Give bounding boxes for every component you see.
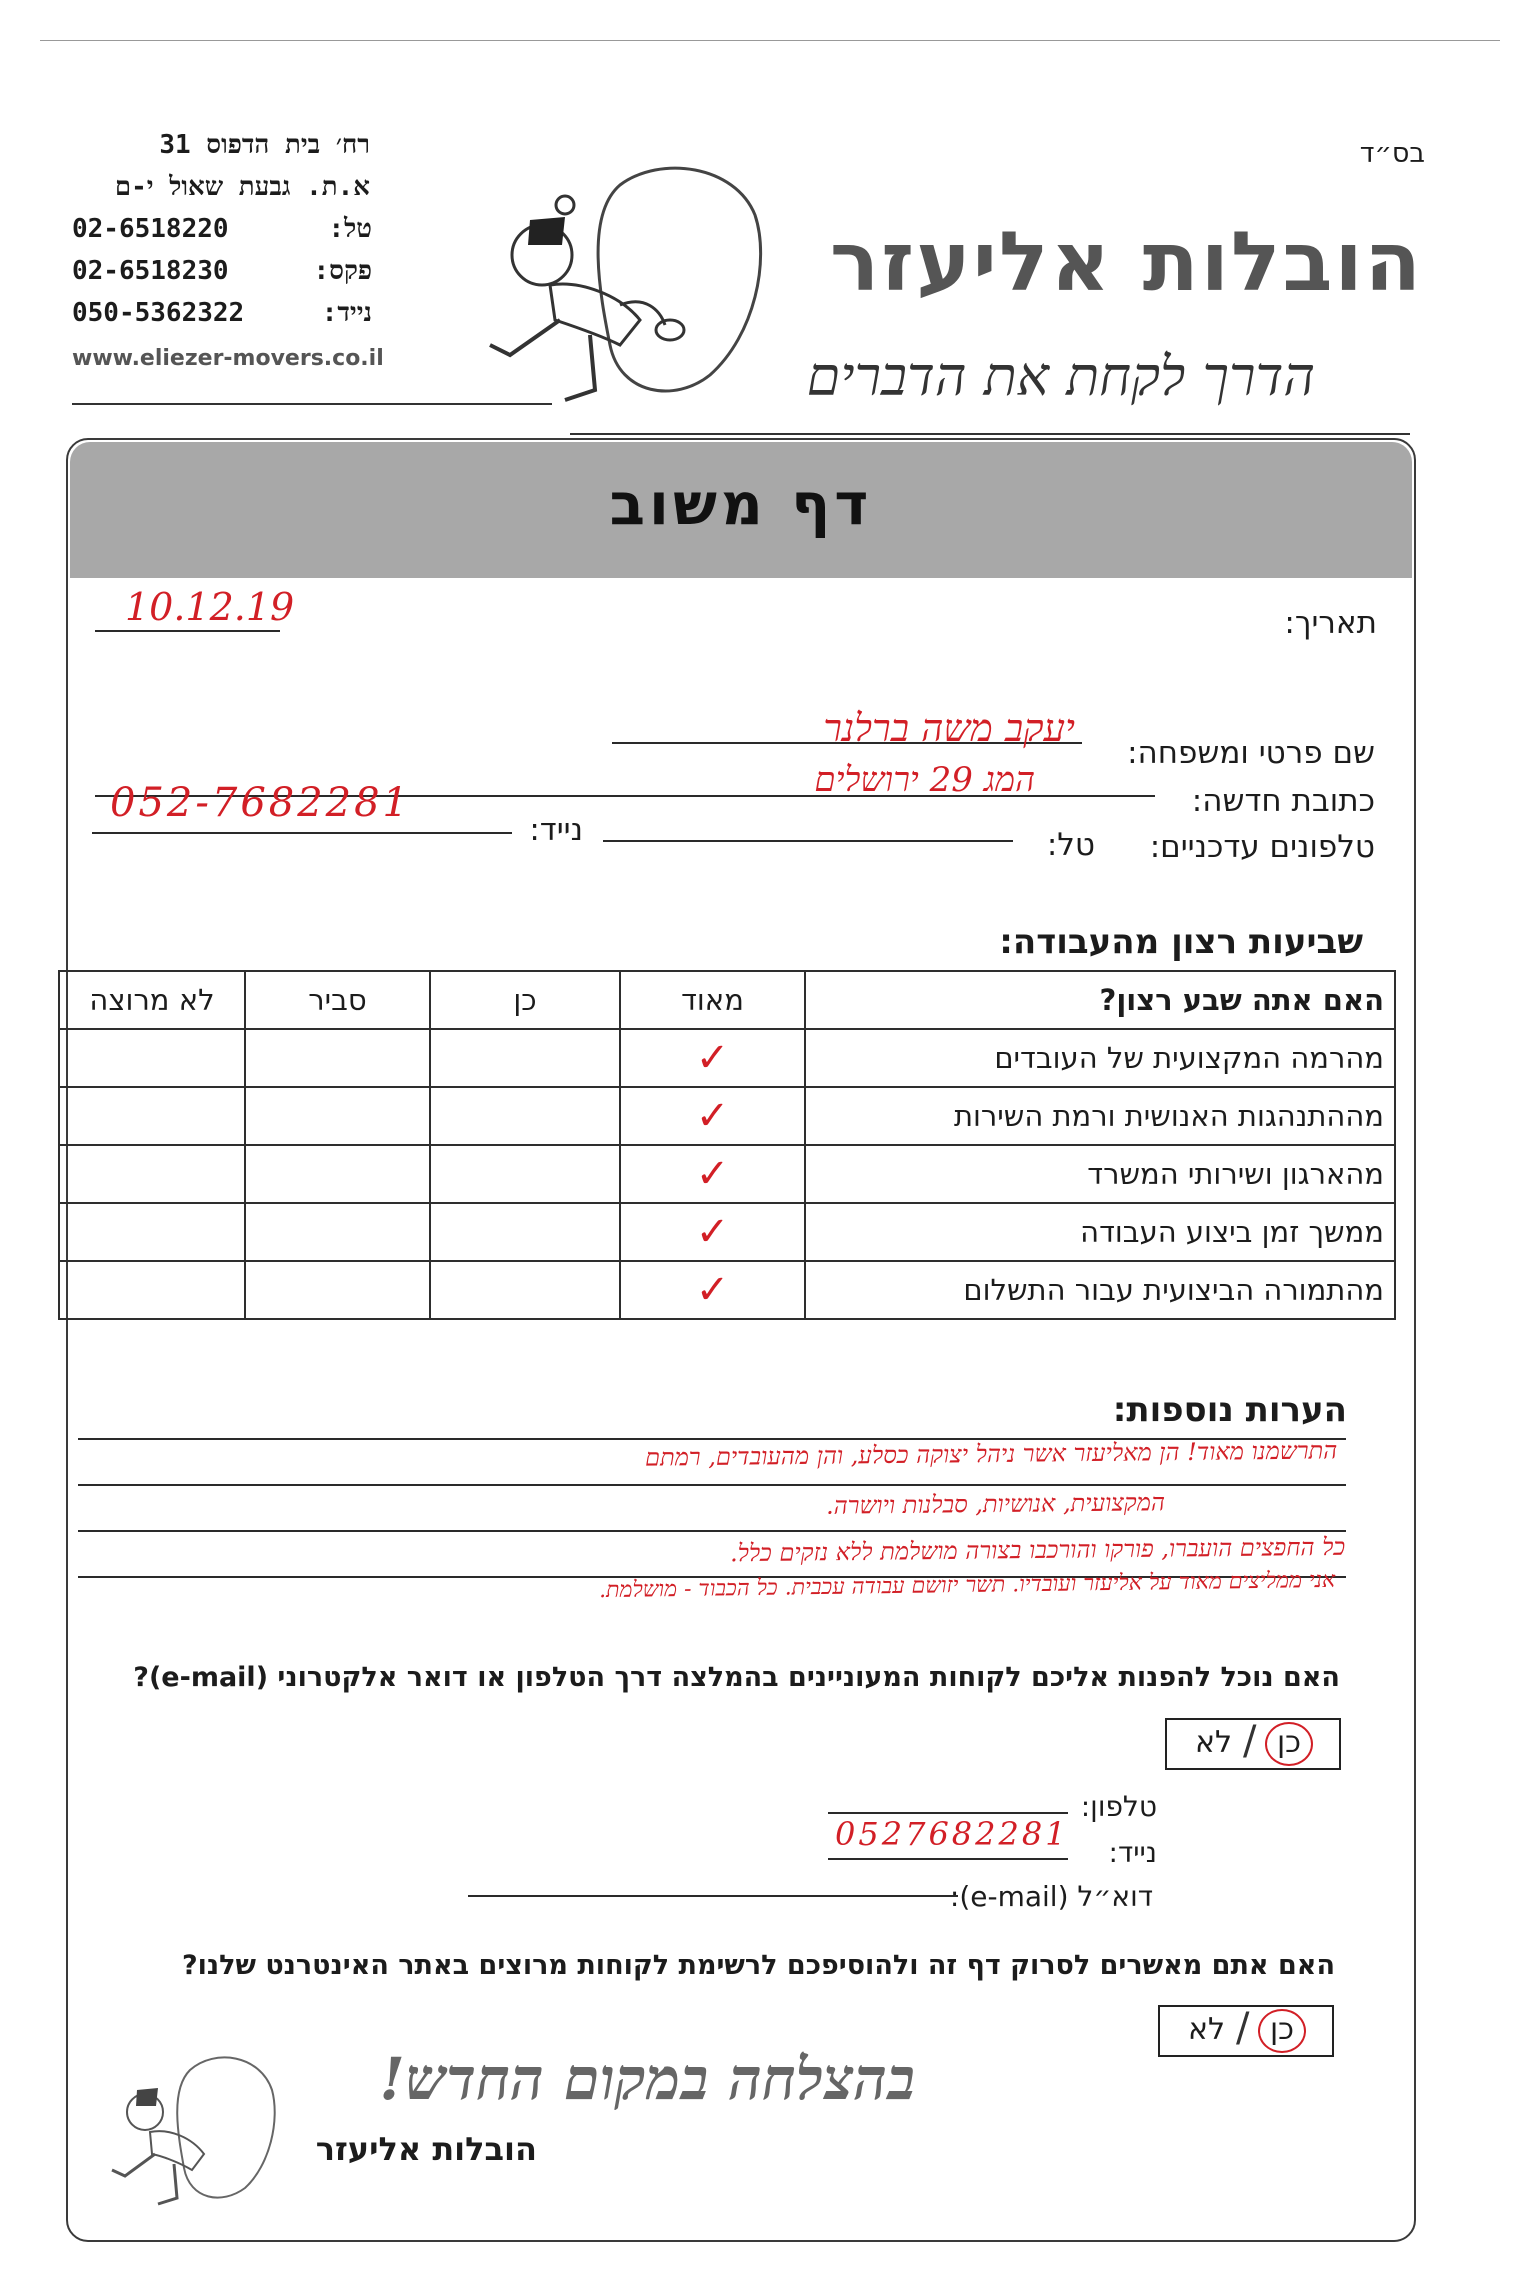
address-label: כתובת חדשה: bbox=[1191, 783, 1375, 819]
contact-phone-label: טלפון: bbox=[1080, 1790, 1157, 1823]
row-question: מהארגון ושירותי המשרד bbox=[805, 1145, 1395, 1203]
mover-carrying-sack-icon bbox=[470, 145, 770, 410]
name-value[interactable]: יעקב משה ברלנר bbox=[823, 706, 1075, 750]
cell-unsatisfied[interactable] bbox=[59, 1087, 245, 1145]
date-value[interactable]: 10.12.19 bbox=[125, 585, 295, 629]
cell-reasonable[interactable] bbox=[245, 1261, 430, 1319]
row-question: מהרמה המקצועית של העובדים bbox=[805, 1029, 1395, 1087]
cell-yes[interactable] bbox=[430, 1145, 620, 1203]
cell-yes[interactable] bbox=[430, 1203, 620, 1261]
header-phone-label: טל: bbox=[328, 214, 372, 244]
cell-yes[interactable] bbox=[430, 1087, 620, 1145]
table-row bbox=[59, 1087, 1395, 1145]
contact-yes-option[interactable]: כן bbox=[1276, 1725, 1301, 1760]
cell-unsatisfied[interactable] bbox=[59, 1029, 245, 1087]
cell-unsatisfied[interactable] bbox=[59, 1145, 245, 1203]
contact-email-label: דוא״ל (e-mail): bbox=[949, 1880, 1153, 1913]
publish-yes-option[interactable]: כן bbox=[1269, 2012, 1294, 2047]
footer-mover-icon bbox=[100, 2040, 280, 2210]
contact-no-option[interactable]: לא bbox=[1195, 1725, 1233, 1760]
mobile-line bbox=[92, 832, 512, 834]
bsd-mark: בס״ד bbox=[1359, 138, 1425, 169]
checkmark-very[interactable]: ✓ bbox=[620, 1145, 805, 1203]
header-fax-label: פקס: bbox=[313, 256, 372, 286]
contact-mobile-label: נייד: bbox=[1108, 1836, 1157, 1869]
company-name: הובלות אליעזר bbox=[829, 215, 1423, 310]
company-slogan: הדרך לקחת את הדברים bbox=[806, 345, 1315, 408]
contact-phone-line bbox=[828, 1812, 1068, 1814]
checkmark-very[interactable]: ✓ bbox=[620, 1087, 805, 1145]
checkmark-very[interactable]: ✓ bbox=[620, 1029, 805, 1087]
tel-label: טל: bbox=[1046, 827, 1095, 863]
satisfaction-table bbox=[58, 970, 1396, 1320]
notes-text[interactable]: התרשמנו מאוד! הן מאליעזר אשר ניהל יצוקה כסלע, והן מהעובדים, רמתם bbox=[644, 1436, 1338, 1472]
header-phone-value: 02-6518220 bbox=[72, 214, 229, 244]
slash-divider: / bbox=[1243, 1718, 1257, 1764]
notes-text[interactable]: אני ממליצים מאוד על אליעזר ועובדיו. תשר יזושם עבודה עכבית. כל הכבוד - מושלמת. bbox=[598, 1567, 1336, 1604]
table-row bbox=[59, 1261, 1395, 1319]
column-header-yes: כן bbox=[430, 971, 620, 1029]
satisfaction-heading: שביעות רצון מהעבודה: bbox=[999, 922, 1363, 962]
date-label: תאריך: bbox=[1284, 605, 1377, 641]
column-header-very: מאוד bbox=[620, 971, 805, 1029]
footer-company: הובלות אליעזר bbox=[315, 2130, 537, 2168]
website-link[interactable]: www.eliezer-movers.co.il bbox=[72, 346, 384, 371]
publish-yes-no-box[interactable] bbox=[1158, 2005, 1334, 2057]
cell-yes[interactable] bbox=[430, 1029, 620, 1087]
cell-reasonable[interactable] bbox=[245, 1029, 430, 1087]
address-line-1: רח׳ בית הדפוס 31 bbox=[159, 130, 370, 160]
cell-reasonable[interactable] bbox=[245, 1087, 430, 1145]
publish-no-option[interactable]: לא bbox=[1188, 2012, 1226, 2047]
notes-line bbox=[78, 1484, 1346, 1486]
cell-unsatisfied[interactable] bbox=[59, 1203, 245, 1261]
selected-circle-icon bbox=[1265, 1722, 1313, 1766]
column-header-reasonable: סביר bbox=[245, 971, 430, 1029]
notes-line bbox=[78, 1530, 1346, 1532]
cell-unsatisfied[interactable] bbox=[59, 1261, 245, 1319]
contact-mobile-line bbox=[828, 1858, 1068, 1860]
row-question: מהתמורה הביצועית עבור התשלום bbox=[805, 1261, 1395, 1319]
row-question: מההתנהגות האנושית ורמת השירות bbox=[805, 1087, 1395, 1145]
address-value[interactable]: המג 29 ירושלים bbox=[814, 760, 1035, 800]
notes-text[interactable]: המקצועית, אנושיות, סבלנות ויושרה. bbox=[825, 1488, 1166, 1520]
contact-mobile-value[interactable]: 0527682281 bbox=[835, 1815, 1069, 1853]
table-row bbox=[59, 1203, 1395, 1261]
contact-email-line bbox=[468, 1895, 958, 1897]
contact-yes-no-box[interactable] bbox=[1165, 1718, 1341, 1770]
notes-text[interactable]: כל החפצים הועברו, פורקו והורכבו בצורה מושלמת ללא נזקים כלל. bbox=[729, 1532, 1346, 1568]
tel-line bbox=[603, 840, 1013, 842]
table-header-row bbox=[59, 971, 1395, 1029]
slash-divider: / bbox=[1236, 2005, 1250, 2051]
header-divider-right bbox=[570, 433, 1410, 435]
name-label: שם פרטי ומשפחה: bbox=[1127, 735, 1375, 771]
checkmark-very[interactable]: ✓ bbox=[620, 1203, 805, 1261]
header-mobile-value: 050-5362322 bbox=[72, 298, 245, 328]
header-fax-value: 02-6518230 bbox=[72, 256, 229, 286]
cell-yes[interactable] bbox=[430, 1261, 620, 1319]
phones-label: טלפונים עדכניים: bbox=[1149, 829, 1375, 865]
scan-edge bbox=[40, 40, 1500, 41]
address-line-2: א.ת. גבעת שאול י-ם bbox=[114, 172, 370, 202]
publish-question: האם אתם מאשרים לסרוק דף זה ולהוסיפכם לרשימת לקוחות מרוצים באתר האינטרנט שלנו? bbox=[181, 1950, 1335, 1981]
notes-heading: הערות נוספות: bbox=[1112, 1390, 1347, 1430]
footer-slogan: בהצלחה במקום החדש! bbox=[379, 2045, 915, 2113]
checkmark-very[interactable]: ✓ bbox=[620, 1261, 805, 1319]
form-title: דף משוב bbox=[609, 470, 873, 538]
column-header-unsatisfied: לא מרוצה bbox=[59, 971, 245, 1029]
selected-circle-icon bbox=[1258, 2009, 1306, 2053]
mobile-value[interactable]: 052-7682281 bbox=[110, 780, 412, 826]
contact-question: האם נוכל להפנות אליכם לקוחות המעוניינים בהמלצה דרך הטלפון או דואר אלקטרוני (e-mail)? bbox=[133, 1662, 1340, 1693]
cell-reasonable[interactable] bbox=[245, 1145, 430, 1203]
date-line bbox=[95, 630, 280, 632]
table-row bbox=[59, 1145, 1395, 1203]
cell-reasonable[interactable] bbox=[245, 1203, 430, 1261]
header-mobile-label: נייד: bbox=[321, 298, 372, 328]
column-header-question: האם אתה שבע רצון? bbox=[805, 971, 1395, 1029]
mobile-label: נייד: bbox=[529, 812, 583, 848]
table-row bbox=[59, 1029, 1395, 1087]
row-question: ממשך זמן ביצוע העבודה bbox=[805, 1203, 1395, 1261]
